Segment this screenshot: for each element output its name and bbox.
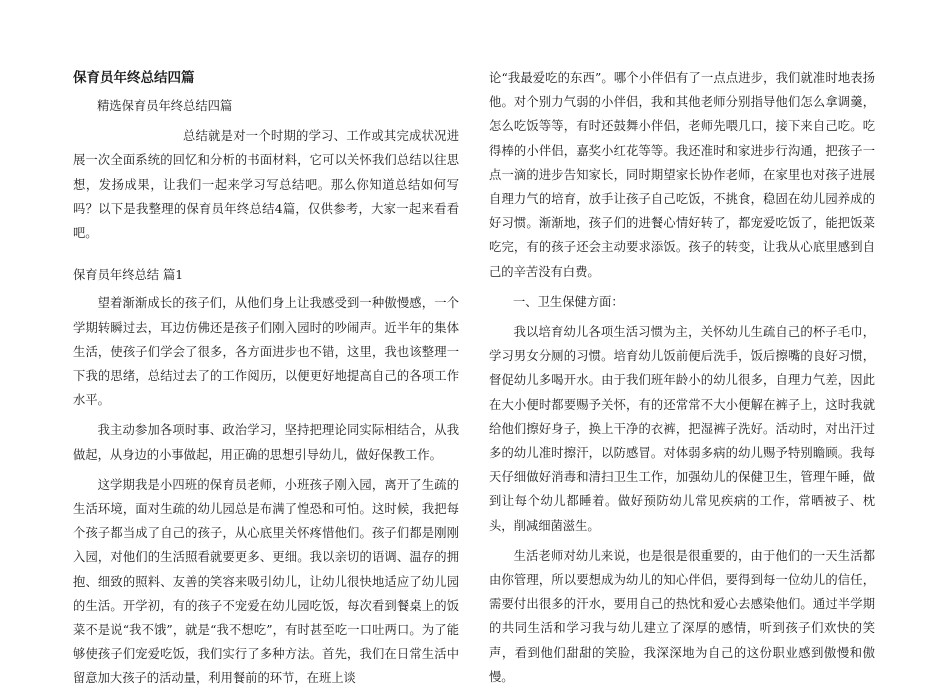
section-title: 保育员年终总结 篇1	[73, 268, 184, 283]
document-subtitle: 精选保育员年终总结四篇	[97, 99, 233, 113]
paragraph: 我以培育幼儿各项生活习惯为主，关怀幼儿生疏自己的杯子毛巾，学习男女分厕的习惯。培育幼儿饭前便后洗手，饭后擦嘴的良好习惯，督促幼儿多喝开水。由于我们班年龄小的幼儿很多，自理力气差，因此在大小便时都要赐予关怀，有的还常常不大小便解在裤子上，这时我就给他们擦好身子，换上干净的衣裤，把湿裤子洗好。活动时，对出汗过多的幼儿准时擦汗，以防感冒。对体弱多病的幼儿赐予特别瞻顾。我每天仔细做好消毒和清扫卫生工作，加强幼儿的保健卫生，管理午睡，做到让每个幼儿都睡着。做好预防幼儿常见疾病的工作，常晒被子、枕头，削减细菌滋生。	[489, 325, 875, 533]
right-column	[489, 66, 875, 695]
paragraph: 望着渐渐成长的孩子们，从他们身上让我感受到一种傲慢感，一个学期转瞬过去，耳边仿佛还是孩子们刚入园时的吵闹声。近半年的集体生活，使孩子们学会了很多，各方面进步也不错，这里，我也该整理一下我的思绪，总结过去了的工作阅历，以便更好地提高自己的各项工作水平。	[73, 296, 459, 408]
document-title: 保育员年终总结四篇	[73, 70, 195, 86]
sub-heading: 一、卫生保健方面：	[513, 294, 624, 309]
paragraph: 我主动参加各项时事、政治学习，坚持把理论同实际相结合，从我做起，从身边的小事做起，用正确的思想引导幼儿，做好保教工作。	[73, 423, 459, 462]
left-column	[73, 66, 459, 697]
paragraph-continued: 论“我最爱吃的东西”。哪个小伴侣有了一点点进步，我们就准时地表扬他。对个别力气弱的小伴侣，我和其他老师分别指导他们怎么拿调羹，怎么吃饭等等，有时还鼓舞小伴侣，老师先喂几口，接下来自己吃。吃得棒的小伴侣，嘉奖小红花等等。我还准时和家进步行沟通，把孩子一点一滴的进步告知家长，同时期望家长协作老师，在家里也对孩子进展自理力气的培育，放手让孩子自己吃饭，不挑食，稳固在幼儿园养成的好习惯。渐渐地，孩子们的进餐心情好转了，都宠爱吃饭了，能把饭菜吃完，有的孩子还会主动要求添饭。孩子的转变，让我从心底里感到自己的辛苦没有白费。	[489, 71, 875, 279]
intro-paragraph: 总结就是对一个时期的学习、工作或其完成状况进展一次全面系统的回忆和分析的书面材料，它可以关怀我们总结以往思想，发扬成果，让我们一起来学习写总结吧。那么你知道总结如何写吗？以下是我整理的保育员年终总结4篇，仅供参考，大家一起来看看吧。	[73, 129, 459, 241]
paragraph: 生活老师对幼儿来说，也是很是很重要的，由于他们的一天生活都由你管理，所以要想成为幼儿的知心伴侣，要得到每一位幼儿的信任，需要付出很多的汗水，要用自己的热忱和爱心去感染他们。通过半学期的共同生活和学习我与幼儿建立了深厚的感情，听到孩子们欢快的笑声，看到他们甜甜的笑脸，我深深地为自己的这份职业感到傲慢和傲慢。	[489, 548, 875, 684]
paragraph: 这学期我是小四班的保育员老师，小班孩子刚入园，离开了生疏的生活环境，面对生疏的幼儿园总是布满了惶恐和可怕。这时候，我把每个孩子都当成了自己的孩子，从心底里关怀疼惜他们。孩子们都是刚刚入园，对他们的生活照看就要更多、更细。我以亲切的语调、温存的拥抱、细致的照料、友善的笑容来吸引幼儿，让幼儿很快地适应了幼儿园的生活。开学初，有的孩子不宠爱在幼儿园吃饭，每次看到餐桌上的饭菜不是说“我不饿”，就是“我不想吃”，有时甚至吃一口吐两口。为了能够使孩子们宠爱吃饭，我们实行了多种方法。首先，我们在日常生活中留意加大孩子的活动量，利用餐前的环节，在班上谈	[73, 477, 459, 686]
